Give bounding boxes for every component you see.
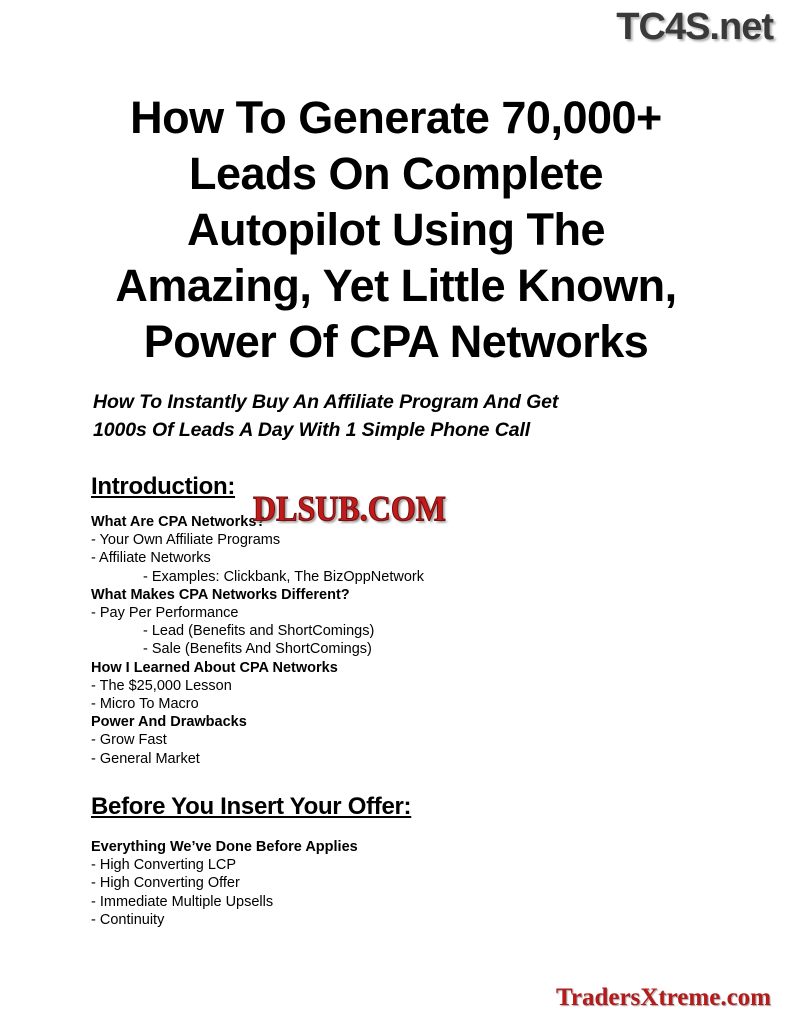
list-item: - Grow Fast [91, 732, 167, 749]
subtitle-line: 1000s Of Leads A Day With 1 Simple Phone Call [93, 419, 531, 441]
top-right-watermark: TC4S.net [616, 6, 773, 48]
title-line: How To Generate 70,000+ [130, 92, 662, 143]
list-item: - Immediate Multiple Upsells [91, 893, 274, 910]
list-item: - Pay Per Performance [91, 605, 239, 622]
list-item: - High Converting Offer [91, 875, 240, 892]
center-overlay-watermark: DLSUB.COM [253, 488, 446, 529]
list-item: - Lead (Benefits and ShortComings) [143, 623, 375, 640]
list-item: - Examples: Clickbank, The BizOppNetwork [143, 568, 424, 585]
section-heading-introduction: Introduction: [91, 473, 236, 500]
page-title [60, 90, 732, 370]
subtitle-line: How To Instantly Buy An Affiliate Program And Get [93, 391, 559, 413]
list-item: How I Learned About CPA Networks [91, 659, 338, 676]
list-item: - Your Own Affiliate Programs [91, 532, 281, 549]
bottom-right-watermark: TradersXtreme.com [556, 984, 771, 1011]
list-item: What Makes CPA Networks Different? [91, 586, 350, 603]
list-item: What Are CPA Networks? [91, 514, 266, 530]
outline-list-introduction [91, 513, 691, 768]
page-subtitle [93, 388, 713, 444]
list-item: Power And Drawbacks [91, 714, 247, 731]
list-item: - The $25,000 Lesson [91, 677, 232, 694]
list-item: - High Converting LCP [91, 857, 237, 874]
title-line: Autopilot Using The [187, 204, 605, 255]
list-item: - General Market [91, 750, 200, 767]
list-item: - Continuity [91, 911, 165, 928]
outline-list-before-offer [91, 838, 691, 929]
title-line: Amazing, Yet Little Known, [115, 260, 677, 311]
title-line: Leads On Complete [188, 148, 604, 199]
list-item: Everything We’ve Done Before Applies [91, 839, 358, 855]
title-line: Power Of CPA Networks [143, 316, 649, 367]
list-item: - Affiliate Networks [91, 550, 211, 567]
list-item: - Sale (Benefits And ShortComings) [143, 641, 372, 658]
list-item: - Micro To Macro [91, 696, 199, 713]
section-heading-before-you-insert-your-offer: Before You Insert Your Offer: [91, 793, 412, 820]
